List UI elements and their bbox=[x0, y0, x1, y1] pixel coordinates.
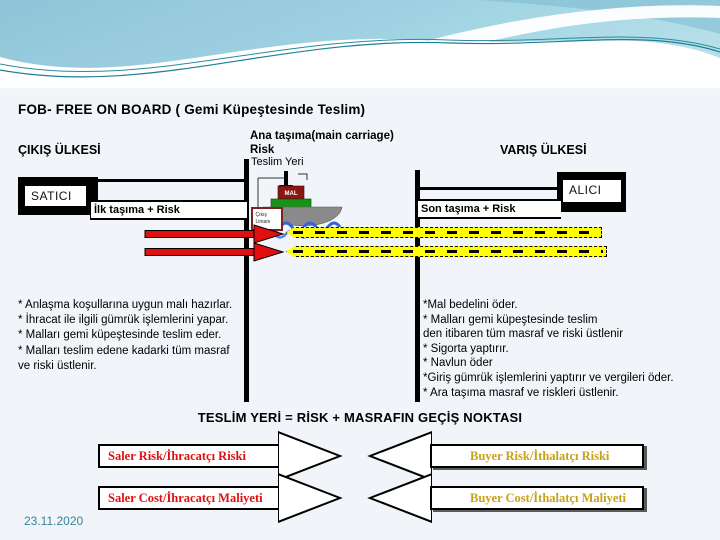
yellow-dashed-bar-2 bbox=[286, 246, 607, 257]
obligation-line: *Mal bedelini öder. bbox=[423, 299, 518, 311]
buyer-connector-line bbox=[420, 187, 558, 190]
destination-country-label: VARIŞ ÜLKESİ bbox=[500, 143, 587, 157]
slide-date: 23.11.2020 bbox=[24, 514, 84, 528]
red-arrow-icon-1 bbox=[145, 225, 283, 243]
cargo-label: MAL bbox=[284, 191, 298, 197]
obligation-line: den itibaren tüm masraf ve riski üstlenir bbox=[423, 328, 624, 341]
wave-header-decoration bbox=[0, 0, 720, 95]
buyer-cost-label: Buyer Cost/İthalatçı Maliyeti bbox=[430, 486, 644, 510]
port-box-line1: Çıkış bbox=[255, 212, 267, 218]
seller-cost-label: Saler Cost/İhracatçı Maliyeti bbox=[98, 486, 290, 510]
delivery-statement: TESLİM YERİ = RİSK + MASRAFIN GEÇİŞ NOKTASI bbox=[197, 410, 523, 425]
origin-country-label: ÇIKIŞ ÜLKESİ bbox=[18, 143, 101, 157]
obligation-line: *Giriş gümrük işlemlerini yaptırır ve vergileri öder. bbox=[423, 371, 674, 384]
buyer-box bbox=[557, 172, 626, 212]
main-carriage-label bbox=[250, 129, 394, 157]
obligation-line: * Navlun öder bbox=[423, 357, 493, 370]
cost-flow-row bbox=[98, 473, 643, 523]
obligation-line: * Malları gemi küpeştesinde teslim bbox=[423, 313, 598, 326]
red-arrow-icon-2 bbox=[145, 243, 283, 261]
obligation-line: * Sigorta yaptırır. bbox=[423, 342, 509, 355]
buyer-label: ALICI bbox=[562, 179, 622, 203]
obligation-line: * Anlaşma koşullarına uygun malı hazırlar. bbox=[18, 299, 233, 311]
buyer-risk-label: Buyer Risk/İthalatçı Riski bbox=[430, 444, 644, 468]
seller-connector-line bbox=[96, 179, 246, 182]
seller-risk-label: Saler Risk/İhracatçı Riski bbox=[98, 444, 290, 468]
seller-label: SATICI bbox=[24, 185, 87, 207]
obligation-line: * Ara taşıma masraf ve riskleri üstlenir. bbox=[423, 386, 619, 399]
main-carriage-line2: Risk bbox=[250, 144, 275, 156]
delivery-point-label: Teslim Yeri bbox=[251, 156, 304, 168]
obligation-line: * Malları teslim edene kadarki tüm masraf bbox=[18, 344, 230, 357]
port-box-line2: Limanı bbox=[255, 219, 271, 225]
first-leg-label: İlk taşıma + Risk bbox=[90, 200, 247, 220]
buyer-obligations bbox=[423, 298, 715, 400]
left-arrow-icon bbox=[366, 473, 432, 523]
main-carriage-line1: Ana taşıma(main carriage) bbox=[250, 130, 394, 142]
right-arrow-icon bbox=[278, 473, 344, 523]
obligation-line: * Malları gemi küpeştesinde teslim eder. bbox=[18, 329, 222, 342]
obligation-line: * İhracat ile ilgili gümrük işlemlerini yapar. bbox=[18, 314, 229, 327]
obligation-line: ve riski üstlenir. bbox=[18, 359, 97, 372]
last-leg-label: Son taşıma + Risk bbox=[417, 199, 561, 219]
seller-box bbox=[18, 177, 98, 215]
yellow-dashed-bar-1 bbox=[286, 227, 602, 238]
seller-obligations bbox=[18, 298, 280, 374]
slide-title: FOB- FREE ON BOARD ( Gemi Küpeştesinde Teslim) bbox=[18, 102, 366, 117]
dash-pattern bbox=[293, 231, 598, 234]
risk-transfer-arrows bbox=[143, 222, 289, 266]
dash-pattern bbox=[293, 250, 603, 253]
